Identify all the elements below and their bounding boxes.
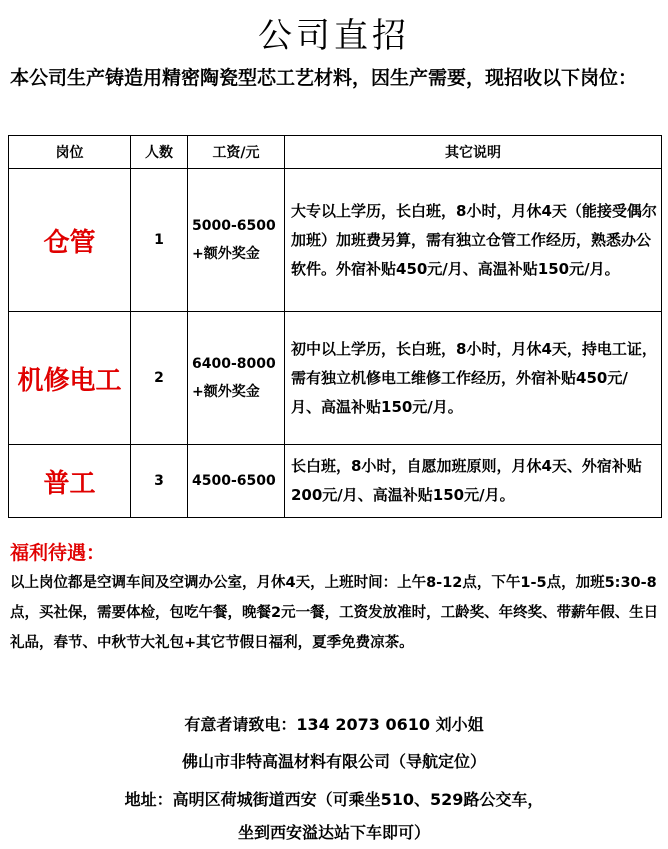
job-description: 长白班，8小时，自愿加班原则，月休4天、外宿补贴200元/月、高温补贴150元/月。 [285, 445, 662, 518]
position-name: 机修电工 [9, 312, 131, 445]
jobs-table [8, 135, 662, 518]
contact-phone: 有意者请致电：134 2073 0610 刘小姐 [184, 715, 484, 734]
benefits-title: 福利待遇： [10, 542, 106, 564]
salary-cell [188, 169, 285, 312]
job-description: 初中以上学历，长白班，8小时，月休4天，持电工证，需有独立机修电工维修工作经历，外宿补贴450元/月、高温补贴150元/月。 [285, 312, 662, 445]
salary-cell [188, 312, 285, 445]
salary-range: 6400-8000 [192, 356, 276, 372]
address-line-2: 坐到西安溢达站下车即可） [237, 823, 430, 842]
salary-range: 5000-6500 [192, 218, 276, 234]
table-row [9, 445, 662, 518]
company-name: 佛山市非特高温材料有限公司（导航定位） [181, 752, 486, 771]
position-name: 仓管 [9, 169, 131, 312]
table-row [9, 312, 662, 445]
headcount: 3 [131, 445, 188, 518]
table-row [9, 169, 662, 312]
table-header-row [9, 136, 662, 169]
salary-bonus: +额外奖金 [192, 246, 260, 262]
intro-text: 本公司生产铸造用精密陶瓷型芯工艺材料，因生产需要，现招收以下岗位： [10, 67, 638, 89]
salary-range: 4500-6500 [192, 473, 276, 489]
salary-bonus: +额外奖金 [192, 384, 260, 400]
headcount: 1 [131, 169, 188, 312]
salary-cell [188, 445, 285, 518]
header-position: 岗位 [9, 136, 131, 169]
header-salary: 工资/元 [188, 136, 285, 169]
page-title: 公司直招 [258, 16, 410, 56]
header-notes: 其它说明 [285, 136, 662, 169]
position-name: 普工 [9, 445, 131, 518]
job-description: 大专以上学历，长白班，8小时，月休4天（能接受偶尔加班）加班费另算，需有独立仓管工作经历，熟悉办公软件。外宿补贴450元/月、高温补贴150元/月。 [285, 169, 662, 312]
headcount: 2 [131, 312, 188, 445]
address-line-1: 地址：高明区荷城街道西安（可乘坐510、529路公交车， [124, 790, 544, 809]
header-count: 人数 [131, 136, 188, 169]
benefits-text: 以上岗位都是空调车间及空调办公室，月休4天，上班时间：上午8-12点，下午1-5点，加班5:30-8点，买社保，需要体检，包吃午餐，晚餐2元一餐，工资发放准时，工龄奖、年终奖、带薪年假、生日礼品，春节、中秋节大礼包+其它节假日福利，夏季免费凉茶。 [10, 575, 659, 651]
